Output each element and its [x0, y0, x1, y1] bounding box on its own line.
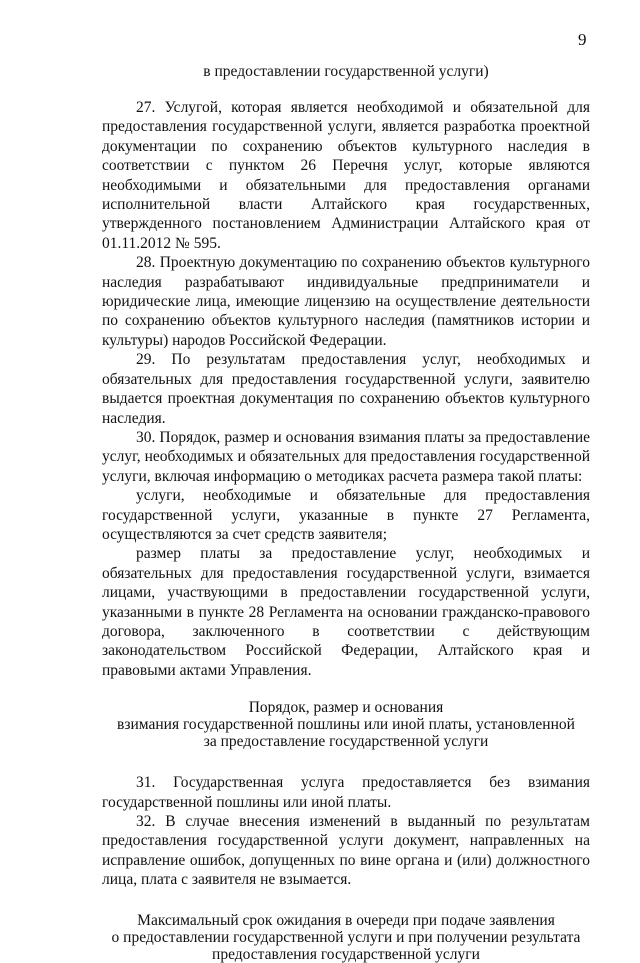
paragraph-27: 27. Услугой, которая является необходимой и обязательной для предоставления государственной услуги, является разработка проектной документации по сохранению объектов культурного наследия в соответствии с пунктом 26 Перечня услуг, которые являются необходимыми и обязательными для предоставления органами исполнительной власти Алтайского края государственных, утвержденного постановлением Администрации Алтайского края от 01.11.2012 № 595.	[102, 99, 590, 252]
section-heading-fees	[102, 699, 590, 750]
section-heading-waiting-time	[102, 912, 590, 963]
heading-line: за предоставление государственной услуги	[203, 733, 489, 751]
paragraph-30: 30. Порядок, размер и основания взимания платы за предоставление услуг, необходимых и обязательных для предоставления государственной услуги, включая информацию о методиках расчета размера такой платы:	[102, 428, 590, 485]
heading-line: предоставления государственной услуги	[212, 945, 480, 963]
paragraph-28: 28. Проектную документацию по сохранению объектов культурного наследия разрабатывают индивидуальные предприниматели и юридические лица, имеющие лицензию на осуществление деятельности по сохранению объектов культурного наследия (памятников истории и культуры) народов Российской Федерации.	[102, 254, 590, 349]
heading-line: Порядок, размер и основания	[248, 699, 444, 717]
page-number: 9	[578, 30, 587, 49]
paragraph-30-item-1: услуги, необходимые и обязательные для предоставления государственной услуги, указанные в пункте 27 Регламента, осуществляются за счет средств заявителя;	[102, 487, 590, 543]
heading-line: Максимальный срок ожидания в очереди при подаче заявления	[137, 911, 555, 929]
paragraph-29: 29. По результатам предоставления услуг, необходимых и обязательных для предоставления государственной услуги, заявителю выдается проектная документация по сохранению объектов культурного наследия.	[102, 351, 590, 427]
heading-line: о предоставлении государственной услуги и при получении результата	[111, 928, 581, 946]
continuation-line: в предоставлении государственной услуги)	[203, 63, 489, 80]
paragraph-30-item-2: размер платы за предоставление услуг, необходимых и обязательных для предоставления государственной услуги, взимается лицами, участвующими в предоставлении государственной услуги, указанными в пункте 28 Регламента на основании гражданско-правового договора, заключенного в соответствии с действующим законодательством Российской Федерации, Алтайского края и правовыми актами Управления.	[102, 545, 590, 679]
heading-line: взимания государственной пошлины или иной платы, установленной	[117, 716, 575, 734]
paragraph-31: 31. Государственная услуга предоставляется без взимания государственной пошлины или иной платы.	[102, 774, 590, 811]
document-body	[102, 98, 590, 963]
paragraph-32: 32. В случае внесения изменений в выданный по результатам предоставления государственной услуги документ, направленных на исправление ошибок, допущенных по вине органа и (или) должностного лица, плата с заявителя не взымается.	[102, 813, 590, 889]
